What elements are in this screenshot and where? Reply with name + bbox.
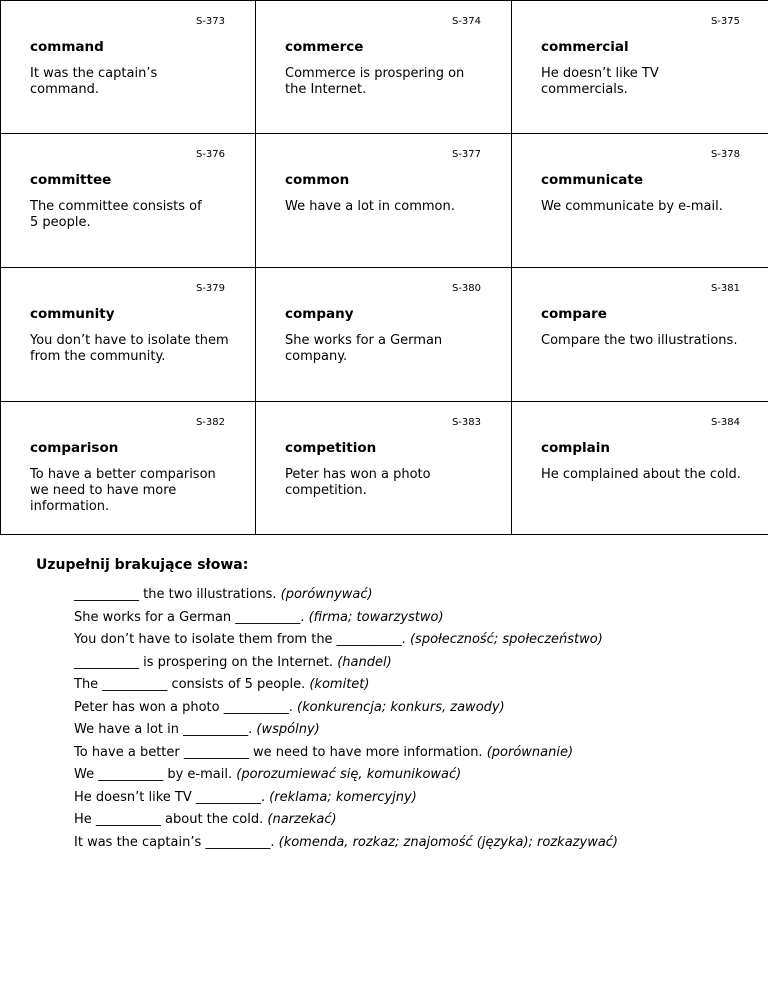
flashcard <box>0 134 256 268</box>
card-word: community <box>30 306 115 322</box>
flashcard <box>0 402 256 535</box>
card-word: company <box>285 306 354 322</box>
flashcard <box>0 268 256 402</box>
card-code: S-383 <box>451 417 481 428</box>
card-code: S-378 <box>710 149 740 160</box>
card-word: commercial <box>541 39 629 55</box>
card-code: S-373 <box>195 16 225 27</box>
card-word: commerce <box>285 39 364 55</box>
flashcard <box>256 402 512 535</box>
item-hint: (komitet) <box>309 677 370 692</box>
item-text: We have a lot in __________. <box>74 722 253 737</box>
card-sentence: She works for a German company. <box>285 333 443 364</box>
card-code: S-382 <box>195 417 225 428</box>
flashcard <box>256 268 512 402</box>
card-sentence: He complained about the cold. <box>541 467 741 482</box>
flashcard <box>512 402 768 535</box>
item-text: He doesn’t like TV __________. <box>74 789 266 805</box>
card-word: committee <box>30 172 112 188</box>
item-hint: (firma; towarzystwo) <box>308 609 444 625</box>
flashcard <box>512 268 768 402</box>
item-text: It was the captain’s __________. <box>74 834 275 850</box>
exercise-title: Uzupełnij brakujące słowa: <box>36 557 249 573</box>
card-sentence: To have a better comparison we need to have more information. <box>30 467 216 514</box>
card-code: S-381 <box>710 283 740 294</box>
item-hint: (narzekać) <box>267 812 337 827</box>
item-text: To have a better __________ we need to have more information. <box>74 744 483 760</box>
card-word: comparison <box>30 440 119 456</box>
item-text: __________ is prospering on the Internet. <box>74 654 334 670</box>
item-text: He __________ about the cold. <box>74 812 264 827</box>
flashcard <box>0 0 256 134</box>
card-word: compare <box>541 306 607 322</box>
card-sentence: The committee consists of 5 people. <box>30 199 202 230</box>
card-code: S-380 <box>451 283 481 294</box>
item-hint: (wspólny) <box>256 722 320 737</box>
card-code: S-377 <box>451 149 481 160</box>
item-text: __________ the two illustrations. <box>74 587 277 602</box>
card-sentence: It was the captain’s command. <box>30 66 158 97</box>
card-word: communicate <box>541 172 643 188</box>
card-code: S-379 <box>195 283 225 294</box>
flashcard <box>256 0 512 134</box>
item-text: You don’t have to isolate them from the __________. <box>74 632 406 647</box>
card-sentence: We communicate by e-mail. <box>541 199 723 214</box>
card-code: S-376 <box>195 149 225 160</box>
flashcard <box>512 0 768 134</box>
card-sentence: You don’t have to isolate them from the community. <box>30 333 229 364</box>
card-sentence: Compare the two illustrations. <box>541 333 738 348</box>
item-hint: (komenda, rozkaz; znajomość (języka); rozkazywać) <box>278 834 619 850</box>
card-sentence: Commerce is prospering on the Internet. <box>285 66 465 97</box>
card-code: S-374 <box>451 16 481 27</box>
flashcard <box>256 134 512 268</box>
card-word: common <box>285 172 350 188</box>
card-word: complain <box>541 440 610 456</box>
item-hint: (porozumiewać się, komunikować) <box>236 767 462 782</box>
item-hint: (porównywać) <box>280 587 373 602</box>
item-text: The __________ consists of 5 people. <box>74 677 306 692</box>
item-text: We __________ by e-mail. <box>74 767 233 782</box>
item-hint: (reklama; komercyjny) <box>269 789 417 805</box>
card-word: competition <box>285 440 377 456</box>
item-text: She works for a German __________. <box>74 609 305 625</box>
flashcard <box>512 134 768 268</box>
item-hint: (handel) <box>337 654 392 670</box>
card-code: S-375 <box>710 16 740 27</box>
card-word: command <box>30 39 104 55</box>
card-sentence: We have a lot in common. <box>285 199 455 214</box>
card-code: S-384 <box>710 417 740 428</box>
item-text: Peter has won a photo __________. <box>74 699 293 715</box>
item-hint: (konkurencja; konkurs, zawody) <box>297 699 505 715</box>
card-sentence: He doesn’t like TV commercials. <box>541 66 659 97</box>
card-sentence: Peter has won a photo competition. <box>285 467 431 498</box>
item-hint: (porównanie) <box>486 744 574 760</box>
item-hint: (społeczność; społeczeństwo) <box>409 632 603 647</box>
